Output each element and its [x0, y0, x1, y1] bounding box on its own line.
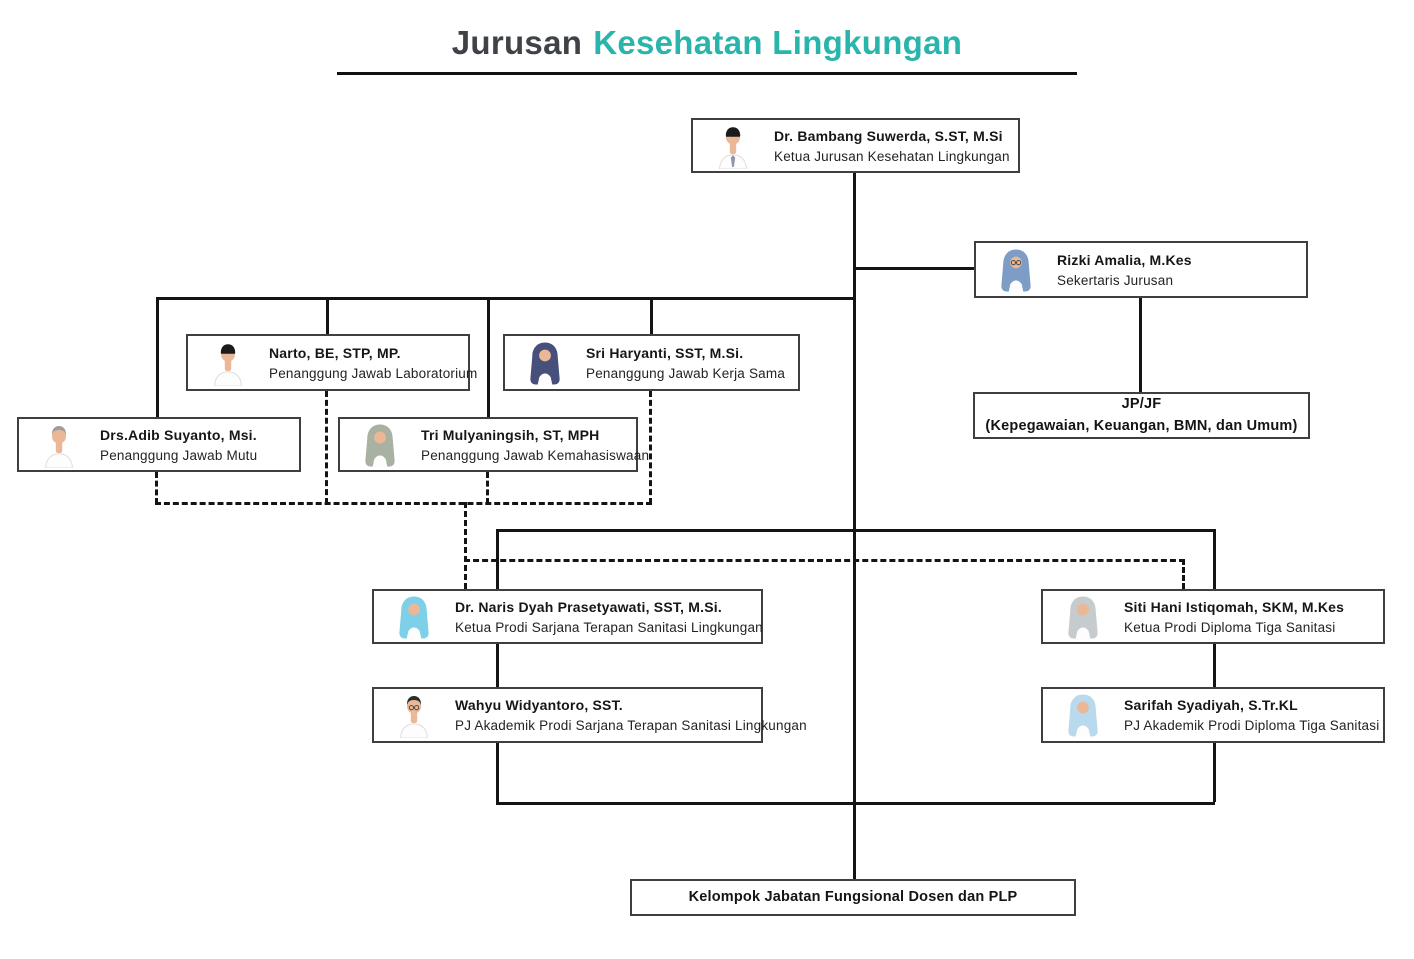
person-name: Rizki Amalia, M.Kes: [1057, 251, 1192, 268]
photo-ketua-jurusan: [710, 123, 756, 169]
person-name: Wahyu Widyantoro, SST.: [455, 697, 623, 713]
connector-diploma-akademik: [1213, 644, 1216, 687]
dashed-drop-pj-kemahasiswaan: [486, 472, 489, 504]
photo-sekretaris-jurusan: [993, 247, 1039, 293]
person-role: Ketua Prodi Diploma Tiga Sanitasi: [1124, 619, 1336, 635]
connector-sarifah-bottom: [1213, 743, 1216, 802]
org-node-kelompok-fungsional: [630, 879, 1076, 916]
dashed-to-kaprodi-diploma: [1182, 559, 1185, 589]
person-role: Sekertaris Jurusan: [1057, 272, 1174, 288]
kelompok-label: Kelompok Jabatan Fungsional Dosen dan PLP: [688, 888, 1018, 905]
org-node-ketua-jurusan: [691, 118, 1020, 173]
person-role: Ketua Prodi Sarjana Terapan Sanitasi Lingkungan: [455, 619, 763, 635]
person-name: Dr. Bambang Suwerda, S.ST, M.Si: [774, 127, 1003, 144]
photo-pj-mutu: [36, 422, 82, 468]
connector-sarjana-akademik: [496, 644, 499, 687]
connector-main-vertical: [853, 173, 856, 879]
org-node-pj-mutu: [17, 417, 301, 472]
connector-top-row: [156, 297, 854, 300]
title-underline: [337, 72, 1077, 75]
jpjf-line2: (Kepegawaian, Keuangan, BMN, dan Umum): [985, 417, 1298, 434]
person-name: Dr. Naris Dyah Prasetyawati, SST, M.Si.: [455, 598, 722, 615]
org-node-kaprodi-sarjana: [372, 589, 763, 644]
person-name: Drs.Adib Suyanto, Msi.: [100, 426, 257, 443]
connector-prodi-row: [496, 529, 1215, 532]
org-node-pj-kerjasama: [503, 334, 800, 391]
org-node-sekretaris-jurusan: [974, 241, 1308, 298]
page-title-prefix: Jurusan: [451, 24, 583, 61]
person-role: Penanggung Jawab Mutu: [100, 447, 258, 463]
person-name: Siti Hani Istiqomah, SKM, M.Kes: [1124, 598, 1345, 615]
dashed-drop-pj-laboratorium: [325, 391, 328, 504]
photo-pj-kerjasama: [522, 340, 568, 386]
dashed-prodi-row: [464, 559, 1185, 562]
person-role: PJ Akademik Prodi Sarjana Terapan Sanitasi Lingkungan: [455, 718, 807, 733]
org-node-pj-laboratorium: [186, 334, 478, 391]
page-title-highlight: Kesehatan Lingkungan: [593, 24, 963, 61]
photo-kaprodi-diploma: [1060, 594, 1106, 640]
photo-pj-akademik-sarjana: [391, 692, 437, 738]
person-role: Penanggung Jawab Kemahasiswaan: [421, 447, 650, 463]
connector-to-sekretaris: [854, 267, 974, 270]
dashed-pj-row: [155, 502, 652, 505]
org-node-pj-akademik-sarjana: [372, 687, 807, 743]
person-name: Narto, BE, STP, MP.: [269, 344, 401, 361]
person-role: Penanggung Jawab Laboratorium: [269, 365, 478, 381]
page-title: [0, 24, 1414, 62]
person-role: Ketua Jurusan Kesehatan Lingkungan: [774, 148, 1010, 164]
connector-drop-pj-laboratorium: [326, 297, 329, 334]
connector-drop-pj-mutu: [156, 297, 159, 417]
photo-pj-laboratorium: [205, 340, 251, 386]
connector-bottom-row: [496, 802, 1215, 805]
photo-pj-kemahasiswaan: [357, 422, 403, 468]
connector-drop-pj-kerjasama: [650, 297, 653, 334]
org-node-jpjf: [973, 392, 1310, 439]
dashed-drop-pj-mutu: [155, 472, 158, 504]
photo-pj-akademik-diploma: [1060, 692, 1106, 738]
dashed-drop-pj-kerjasama: [649, 391, 652, 504]
org-node-pj-akademik-diploma: [1041, 687, 1385, 743]
person-name: Sri Haryanti, SST, M.Si.: [586, 344, 744, 361]
connector-drop-pj-kemahasiswaan: [487, 297, 490, 417]
photo-kaprodi-sarjana: [391, 594, 437, 640]
jpjf-line1: JP/JF: [1121, 396, 1162, 413]
connector-sekretaris-jpjf: [1139, 298, 1142, 392]
person-name: Tri Mulyaningsih, ST, MPH: [421, 426, 600, 443]
connector-drop-kaprodi-diploma: [1213, 529, 1216, 589]
person-role: Penanggung Jawab Kerja Sama: [586, 365, 786, 381]
org-node-pj-kemahasiswaan: [338, 417, 650, 472]
dashed-to-kaprodi-sarjana: [464, 502, 467, 589]
person-name: Sarifah Syadiyah, S.Tr.KL: [1124, 697, 1298, 713]
person-role: PJ Akademik Prodi Diploma Tiga Sanitasi: [1124, 718, 1380, 733]
connector-wahyu-bottom: [496, 743, 499, 802]
org-node-kaprodi-diploma: [1041, 589, 1385, 644]
